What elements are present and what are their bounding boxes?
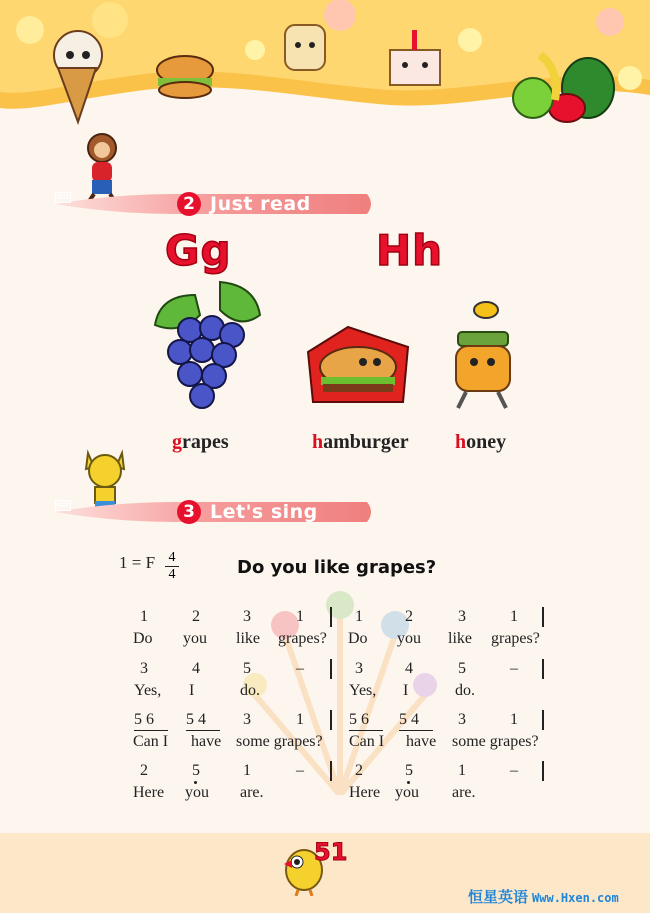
lyric-word: grapes? [278, 630, 327, 647]
lyric-word: Can I [133, 733, 169, 750]
bar-line [330, 710, 332, 730]
music-note: 3 [243, 608, 251, 625]
music-note: 1 [296, 608, 304, 625]
lyric-word: do. [455, 682, 475, 699]
music-note: 1 [458, 762, 466, 779]
music-note: – [510, 660, 518, 677]
music-note: 5 [243, 660, 251, 677]
eighth-note-beam [186, 730, 220, 731]
lyric-word: have [191, 733, 222, 750]
lyric-word: are. [452, 784, 476, 801]
section-banner-just-read [55, 192, 375, 216]
grapes-illustration [150, 280, 265, 415]
lyric-word: I [403, 682, 409, 699]
section-title: Let's sing [210, 501, 318, 523]
music-note: 5 6 [134, 711, 154, 728]
toast-character-icon [285, 25, 325, 70]
section-title: Just read [210, 193, 311, 215]
time-signature: 4 4 [165, 551, 179, 582]
music-note: 3 [355, 660, 363, 677]
food-characters-header [0, 0, 650, 135]
section-number: 2 [177, 192, 201, 216]
song-key: 1 = F [119, 553, 156, 572]
letter-gg: Gg [165, 226, 232, 275]
lyric-word: Yes, [134, 682, 162, 699]
letter-hh: Hh [376, 226, 444, 275]
music-note: 1 [243, 762, 251, 779]
song-title: Do you like grapes? [237, 557, 437, 578]
music-note: 5 4 [186, 711, 206, 728]
music-note: 2 [405, 608, 413, 625]
lyric-word: Do [348, 630, 368, 647]
music-note: 3 [140, 660, 148, 677]
lyric-word: Here [133, 784, 165, 801]
music-note: 5 6 [349, 711, 369, 728]
music-note: 2 [355, 762, 363, 779]
lyric-word: you [183, 630, 207, 647]
music-note: 5 [192, 762, 200, 779]
music-note: 1 [510, 711, 518, 728]
music-note: 4 [405, 660, 413, 677]
music-note: 1 [296, 711, 304, 728]
lyric-word: do. [240, 682, 260, 699]
honey-jar-illustration [436, 296, 521, 414]
music-note: 3 [243, 711, 251, 728]
lyric-word: Can I [349, 733, 385, 750]
watermark: 恒星英语 Www.Hxen.com [468, 888, 619, 906]
lyric-word: grapes? [491, 630, 540, 647]
page-number: 51 [314, 838, 348, 866]
bar-line [542, 607, 544, 627]
lyric-word: have [406, 733, 437, 750]
bar-line [330, 659, 332, 679]
music-note: 2 [140, 762, 148, 779]
eighth-note-beam [349, 730, 383, 731]
lyric-word: some grapes? [452, 733, 539, 750]
music-note: – [510, 762, 518, 779]
lyric-word: some grapes? [236, 733, 323, 750]
music-note: 3 [458, 711, 466, 728]
lyric-word: Yes, [349, 682, 377, 699]
bar-line [542, 761, 544, 781]
section-banner-lets-sing [55, 500, 375, 524]
cassette-icon [55, 192, 71, 203]
burger-character-icon [157, 56, 213, 98]
hamburger-illustration [303, 322, 413, 412]
bar-line [542, 659, 544, 679]
music-note: 4 [192, 660, 200, 677]
eighth-note-beam [134, 730, 168, 731]
lyric-word: like [448, 630, 472, 647]
word-honey: honey [455, 431, 507, 453]
music-note: 5 4 [399, 711, 419, 728]
music-note: 1 [140, 608, 148, 625]
lyric-word: you [395, 784, 419, 801]
music-note: – [296, 660, 304, 677]
music-note: – [296, 762, 304, 779]
eighth-note-beam [399, 730, 433, 731]
word-grapes: grapes [172, 431, 229, 453]
lyric-word: Do [133, 630, 153, 647]
music-note: 5 [458, 660, 466, 677]
lyric-word: you [397, 630, 421, 647]
lyric-word: Here [349, 784, 381, 801]
lyric-word: I [189, 682, 195, 699]
bar-line [542, 710, 544, 730]
section-number: 3 [177, 500, 201, 524]
music-note: 1 [510, 608, 518, 625]
music-note: 2 [192, 608, 200, 625]
lyric-word: you [185, 784, 209, 801]
music-note: 1 [355, 608, 363, 625]
bar-line [330, 607, 332, 627]
word-hamburger: hamburger [312, 431, 409, 453]
bar-line [330, 761, 332, 781]
music-note: 3 [458, 608, 466, 625]
music-note: 5 [405, 762, 413, 779]
cassette-icon [55, 500, 71, 511]
lyric-word: are. [240, 784, 264, 801]
lyric-word: like [236, 630, 260, 647]
